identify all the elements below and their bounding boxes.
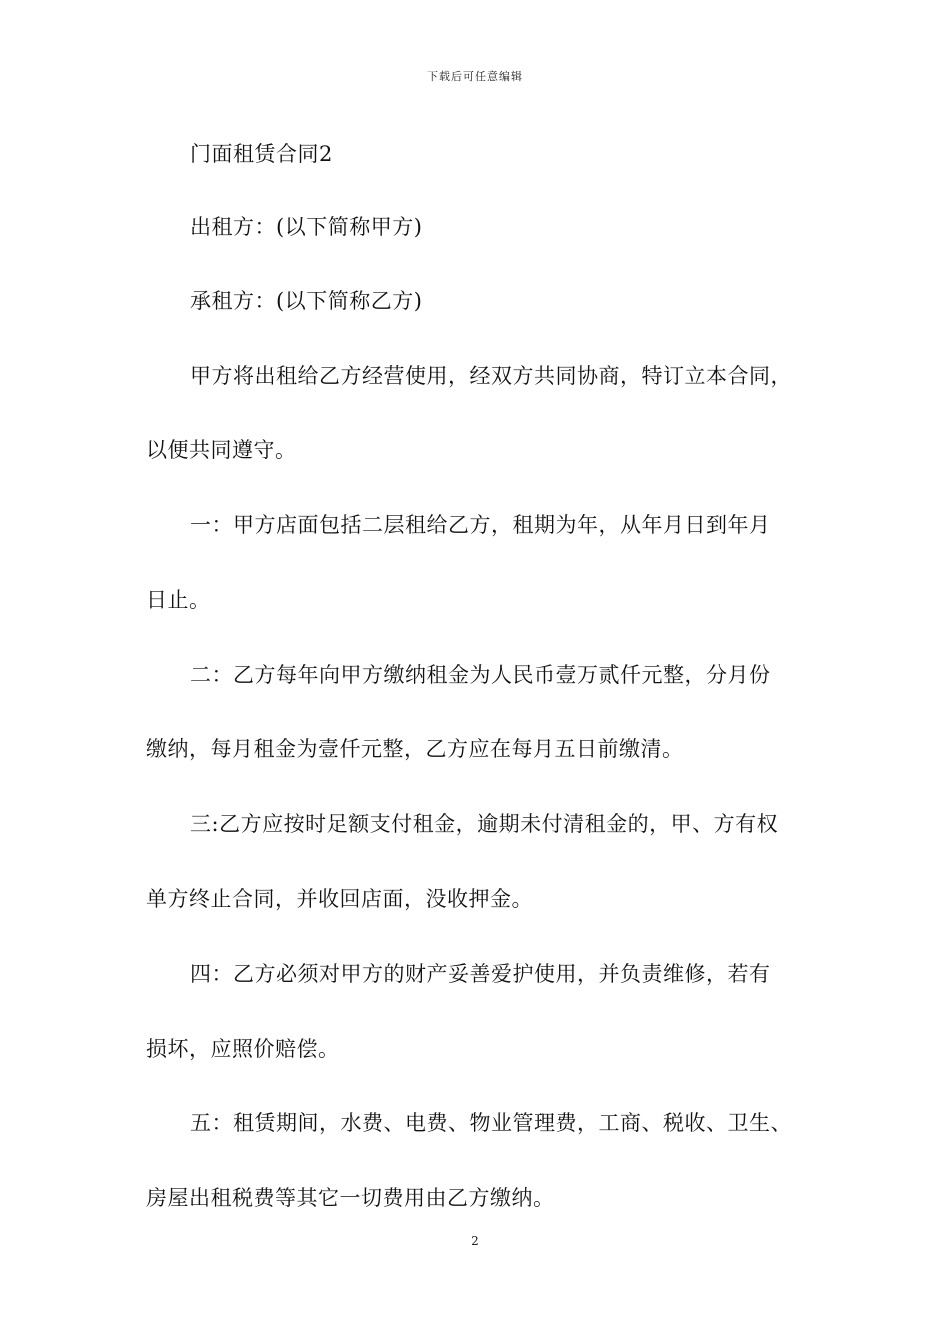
clause3-line-2: 单方终止合同，并收回店面，没收押金。 <box>146 887 533 911</box>
clause1-line-2: 日止。 <box>146 588 211 612</box>
clause5-line-2: 房屋出租税费等其它一切费用由乙方缴纳。 <box>146 1186 555 1210</box>
clause3-line-1: 三:乙方应按时足额支付租金，逾期未付清租金的，甲、方有权 <box>190 812 779 836</box>
clause2-line-2: 缴纳，每月租金为壹仟元整，乙方应在每月五日前缴清。 <box>146 737 684 761</box>
document-title: 门面租赁合同2 <box>190 142 333 166</box>
page-number: 2 <box>471 1234 479 1248</box>
lessee-line: 承租方：(以下简称乙方) <box>190 289 423 313</box>
intro-line-1: 甲方将出租给乙方经营使用，经双方共同协商，特订立本合同， <box>190 364 792 388</box>
clause1-line-1: 一：甲方店面包括二层租给乙方，租期为年，从年月日到年月 <box>190 513 771 537</box>
lessor-line: 出租方：(以下简称甲方) <box>190 215 423 239</box>
clause4-line-1: 四：乙方必须对甲方的财产妥善爱护使用，并负责维修，若有 <box>190 962 771 986</box>
clause2-line-1: 二：乙方每年向甲方缴纳租金为人民币壹万贰仟元整，分月份 <box>190 663 771 687</box>
intro-line-2: 以便共同遵守。 <box>146 438 297 462</box>
clause4-line-2: 损坏，应照价赔偿。 <box>146 1037 340 1061</box>
page-header: 下载后可任意编辑 <box>427 70 523 83</box>
clause5-line-1: 五：租赁期间，水费、电费、物业管理费，工商、税收、卫生、 <box>190 1111 792 1135</box>
